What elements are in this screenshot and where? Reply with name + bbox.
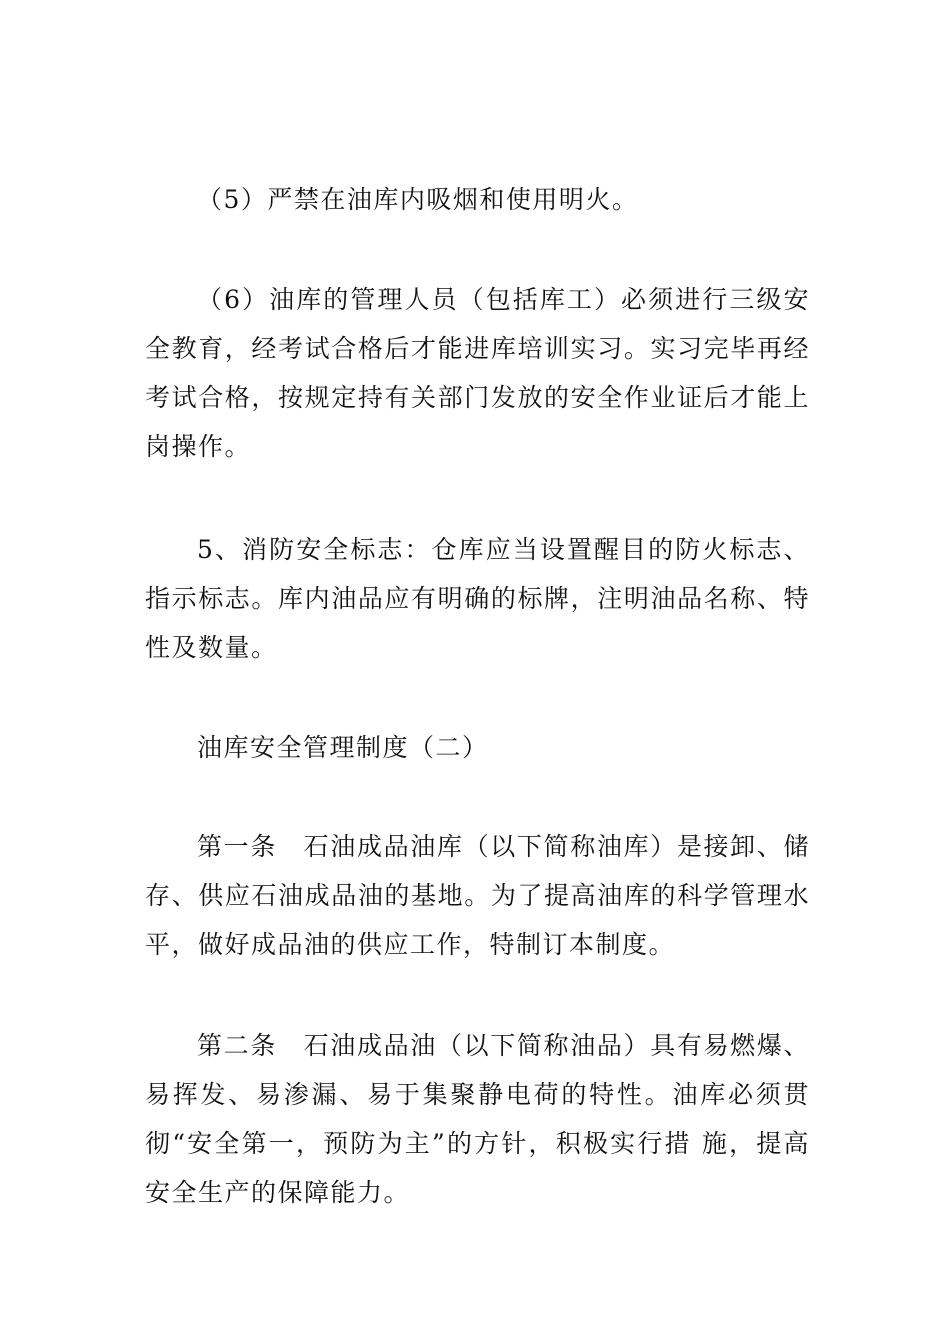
section-heading: 油库安全管理制度（二）	[197, 733, 489, 762]
paragraph-fire-signs: 5、消防安全标志：仓库应当设置醒目的防火标志、指示标志。库内油品应有明确的标牌，注明油品名称、特性及数量。	[145, 535, 810, 662]
paragraph-article-two: 第二条 石油成品油（以下简称油品）具有易燃爆、易挥发、易渗漏、易于集聚静电荷的特性。油库必须贯彻“安全第一，预防为主”的方针，积极实行措 施，提高安全生产的保障能力。	[145, 1031, 810, 1207]
paragraph-smoking-ban: （5）严禁在油库内吸烟和使用明火。	[197, 185, 639, 214]
paragraph-staff-training: （6）油库的管理人员（包括库工）必须进行三级安全教育，经考试合格后才能进库培训实习。实习完毕再经考试合格，按规定持有关部门发放的安全作业证后才能上岗操作。	[145, 285, 810, 461]
paragraph-article-one: 第一条 石油成品油库（以下简称油库）是接卸、储存、供应石油成品油的基地。为了提高油库的科学管理水平，做好成品油的供应工作，特制订本制度。	[145, 832, 810, 959]
